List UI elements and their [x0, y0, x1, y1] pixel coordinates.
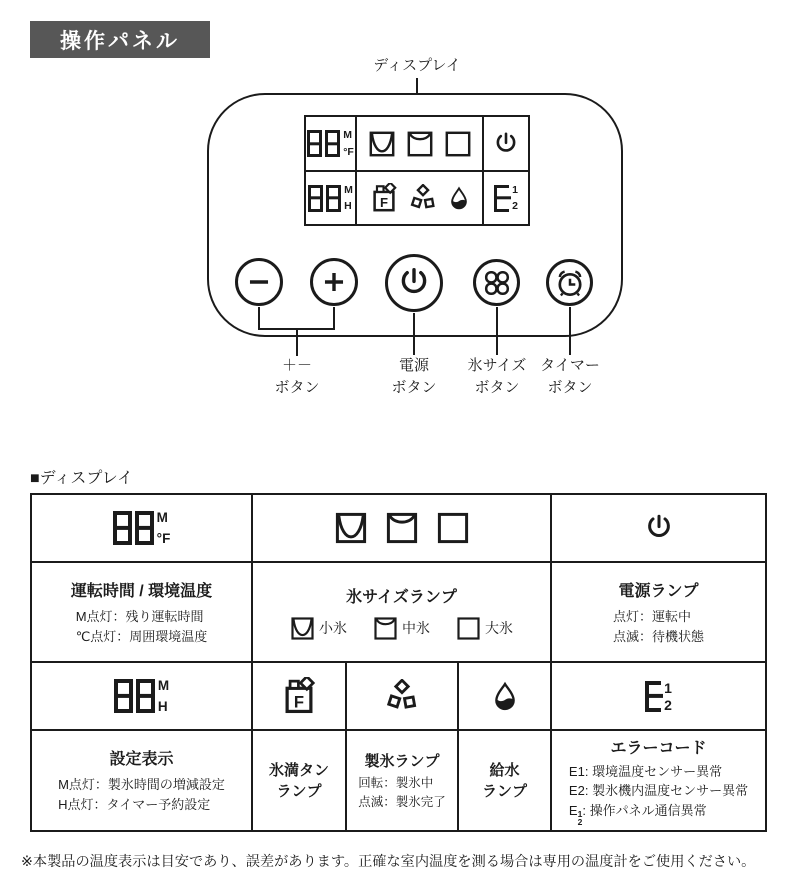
cell-line: ランプ [276, 782, 322, 800]
cell-line: 点滅：製氷完了 [358, 794, 446, 809]
ice-size-label: 中氷 [402, 620, 430, 636]
cell-error-codes [550, 729, 765, 830]
label-line: ボタン [474, 379, 520, 396]
plus-button [310, 258, 358, 306]
cell-temp-readout [32, 495, 251, 561]
error-code: E1: [568, 763, 589, 779]
cell-ice-making-lamp [345, 729, 457, 830]
plus-icon [317, 265, 351, 299]
ice-size-label: 小氷 [319, 620, 347, 636]
cell-error-readout [550, 661, 765, 729]
cell-power-lamp [550, 561, 765, 661]
error-line-e2 [569, 781, 748, 801]
error-desc: 操作パネル通信異常 [589, 802, 707, 818]
water-supply-icon [490, 681, 520, 711]
unit-hours: H [157, 698, 168, 714]
water-supply-icon [447, 186, 471, 210]
unit-fahrenheit: °F [156, 530, 171, 546]
unit-fahrenheit: °F [343, 145, 354, 158]
ice-size-item-large [456, 616, 513, 641]
leader-line [296, 328, 298, 356]
cell-line: 点灯：運転中 [612, 608, 691, 624]
cell-ice-size-icons [251, 495, 550, 561]
error-digit-2: 2 [664, 696, 672, 713]
timer-button-label [520, 355, 620, 399]
error-code: E2: [568, 783, 589, 798]
cell-power-icon [550, 495, 765, 561]
leader-line [413, 313, 415, 355]
error-colon: : [582, 802, 586, 818]
cell-line: M点灯：残り運転時間 [75, 608, 204, 624]
error-code-top: 1 [577, 808, 583, 819]
timer-icon [554, 267, 586, 299]
page-title: 操作パネル [30, 21, 210, 58]
cell-title: 電源ランプ [618, 582, 699, 600]
label-line: タイマー [540, 357, 600, 374]
power-icon [644, 513, 674, 543]
ice-medium-icon [406, 130, 434, 158]
cell-line: ランプ [481, 782, 527, 800]
section-heading: ■ディスプレイ [30, 470, 133, 487]
minus-icon [242, 265, 276, 299]
cell-title: 製氷ランプ [364, 752, 440, 770]
cell-ice-making-icon [345, 661, 457, 729]
display-temp-readout [306, 117, 355, 170]
digit-8 [325, 130, 340, 157]
display-status-lamps [355, 170, 482, 224]
cell-line: 点滅：待機状態 [612, 628, 704, 644]
ice-small-icon [368, 130, 396, 158]
error-code-glyph [645, 681, 661, 712]
ice-large-icon [436, 511, 470, 545]
cell-line: 回転：製氷中 [358, 775, 434, 790]
cell-title: エラーコード [610, 739, 707, 757]
leader-line [333, 307, 335, 329]
error-digit-1: 1 [512, 183, 518, 196]
cell-line: H点灯：タイマー予約設定 [58, 797, 211, 812]
leader-line [569, 307, 571, 355]
cell-water-supply-lamp [457, 729, 550, 830]
ice-size-item-medium [373, 616, 430, 641]
display-panel [304, 115, 530, 226]
ice-small-icon [290, 616, 315, 641]
cell-line: ℃点灯：周囲環境温度 [75, 628, 208, 644]
cell-line: 氷満タン [268, 761, 329, 779]
digit-8 [135, 511, 154, 545]
unit-minutes: M [157, 678, 170, 693]
error-digit-2: 2 [512, 200, 518, 212]
ice-large-icon [456, 616, 481, 641]
ice-size-button [473, 259, 520, 306]
error-desc: 環境温度センサー異常 [592, 763, 723, 779]
ice-large-icon [444, 130, 472, 158]
ice-medium-icon [385, 511, 419, 545]
leader-line [496, 307, 498, 355]
cell-water-supply-icon [457, 661, 550, 729]
footnote: ※本製品の温度表示は目安であり、誤差があります。正確な室内温度を測る場合は専用の温度計をご使用ください。 [21, 854, 756, 870]
unit-minutes: M [156, 510, 168, 525]
digit-8 [136, 679, 155, 713]
power-button [385, 254, 443, 312]
error-desc: 製氷機内温度センサー異常 [592, 783, 749, 798]
error-code-bottom: 2 [577, 817, 583, 827]
display-power-lamp [482, 117, 528, 170]
error-digit-1: 1 [664, 679, 672, 696]
power-icon [493, 131, 519, 157]
error-line-e12 [569, 801, 748, 827]
cell-line: M点灯：製氷時間の増減設定 [58, 777, 225, 792]
error-code: E [568, 802, 578, 818]
ice-size-item-small [290, 616, 347, 641]
unit-hours: H [344, 200, 352, 212]
cell-full-tank-lamp [251, 729, 345, 830]
error-line-e1 [569, 762, 748, 782]
digit-8 [326, 185, 341, 212]
ice-small-icon [334, 511, 368, 545]
cell-run-time-temp [32, 561, 251, 661]
display-error-readout [482, 170, 528, 224]
power-icon [397, 266, 431, 300]
ice-making-icon [385, 679, 419, 713]
unit-minutes: M [344, 183, 353, 196]
label-line: ＋－ [281, 357, 312, 374]
plus-minus-button-label [247, 355, 347, 399]
digit-8 [307, 130, 322, 157]
digit-8 [114, 679, 133, 713]
display-legend-table [30, 493, 767, 832]
timer-button [546, 259, 593, 306]
leader-line [258, 307, 260, 329]
label-line: ボタン [274, 379, 320, 396]
label-line: 電源 [398, 357, 429, 374]
display-time-readout [306, 170, 355, 224]
cell-ice-size-lamp [251, 561, 550, 661]
ice-full-tank-icon [369, 183, 399, 213]
ice-full-tank-icon [280, 677, 318, 715]
unit-minutes: M [343, 129, 352, 141]
ice-medium-icon [373, 616, 398, 641]
ice-making-icon [409, 184, 437, 212]
label-line: 氷サイズ [467, 357, 527, 374]
minus-button [235, 258, 283, 306]
ice-size-button-icon [481, 267, 513, 299]
label-line: ボタン [391, 379, 437, 396]
display-ice-size-lamps [355, 117, 482, 170]
cell-setting-display [32, 729, 251, 830]
display-callout-label: ディスプレイ [373, 57, 461, 74]
label-line: ボタン [547, 379, 593, 396]
cell-line: 給水 [489, 761, 520, 779]
cell-title: 設定表示 [109, 751, 174, 768]
cell-title: 運転時間 / 環境温度 [70, 582, 213, 600]
digit-8 [113, 511, 132, 545]
cell-full-tank-icon [251, 661, 345, 729]
cell-title: 氷サイズランプ [346, 588, 457, 606]
ice-size-label: 大氷 [485, 620, 513, 636]
error-code-glyph [494, 185, 509, 212]
cell-time-readout [32, 661, 251, 729]
digit-8 [308, 185, 323, 212]
